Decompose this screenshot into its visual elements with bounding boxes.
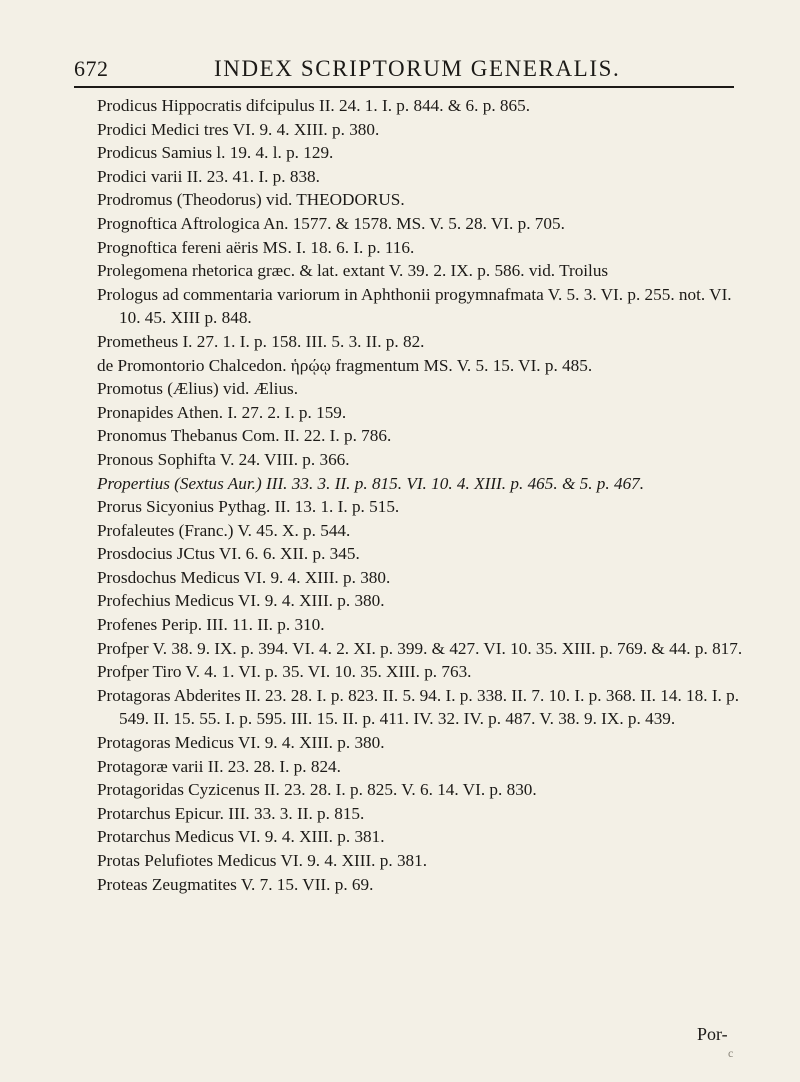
index-entry: Protagoras Medicus VI. 9. 4. XIII. p. 380. [97, 733, 385, 753]
index-entry: Pronomus Thebanus Com. II. 22. I. p. 786. [97, 426, 392, 446]
header-rule [74, 86, 734, 88]
page-title: INDEX SCRIPTORUM GENERALIS. [214, 56, 621, 81]
index-entry: Prorus Sicyonius Pythag. II. 13. 1. I. p. 515. [97, 497, 400, 517]
index-entry: Prodicus Hippocratis difcipulus II. 24. 1. I. p. 844. & 6. p. 865. [97, 96, 530, 115]
index-entry: Protagoridas Cyzicenus II. 23. 28. I. p. 825. V. 6. 14. VI. p. 830. [97, 780, 537, 800]
index-entry: Prognoftica fereni aëris MS. I. 18. 6. I. p. 116. [97, 237, 415, 257]
index-entries [97, 94, 757, 896]
index-entry: Pronous Sophifta V. 24. VIII. p. 366. [97, 449, 350, 469]
index-entry: Prolegomena rhetorica græc. & lat. extant V. 39. 2. IX. p. 586. vid. Troilus [97, 261, 609, 281]
index-entry: Prometheus I. 27. 1. I. p. 158. III. 5. 3. II. p. 82. [97, 331, 425, 351]
index-entry: Promotus (Ælius) vid. Ælius. [97, 379, 299, 399]
index-entry: Prognoftica Aftrologica An. 1577. & 1578. MS. V. 5. 28. VI. p. 705. [97, 213, 565, 233]
index-entry: Protas Pelufiotes Medicus VI. 9. 4. XIII. p. 381. [97, 851, 428, 870]
index-entry: Prodromus (Theodorus) vid. THEODORUS. [97, 190, 405, 210]
index-entry: Pronapides Athen. I. 27. 2. I. p. 159. [97, 402, 347, 422]
index-entry: Proteas Zeugmatites V. 7. 15. VII. p. 69. [97, 874, 374, 894]
index-entry: Profper Tiro V. 4. 1. VI. p. 35. VI. 10. 35. XIII. p. 763. [97, 662, 472, 682]
index-entry: Prosdochus Medicus VI. 9. 4. XIII. p. 380. [97, 567, 391, 587]
index-entry: Prologus ad commentaria variorum in Aphthonii progymnafmata V. 5. 3. VI. p. 255. not. VI. 10. 45. XIII p. 848. [97, 284, 732, 328]
index-entry: Profaleutes (Franc.) V. 45. X. p. 544. [97, 520, 351, 540]
index-entry: Profenes Perip. III. 11. II. p. 310. [97, 615, 325, 635]
catchword: Por- [697, 1024, 728, 1044]
index-entry: Propertius (Sextus Aur.) III. 33. 3. II. p. 815. VI. 10. 4. XIII. p. 465. & 5. p. 467. [97, 473, 645, 493]
index-entry: Protarchus Epicur. III. 33. 3. II. p. 815. [97, 803, 365, 823]
index-entry: de Promontorio Chalcedon. ἡρῴῳ fragmentum MS. V. 5. 15. VI. p. 485. [97, 355, 593, 375]
index-entry: Protagoræ varii II. 23. 28. I. p. 824. [97, 756, 341, 776]
running-head [74, 50, 734, 84]
index-entry: Prodici varii II. 23. 41. I. p. 838. [97, 166, 320, 186]
index-entry: Prodici Medici tres VI. 9. 4. XIII. p. 380. [97, 119, 380, 139]
index-entry: Profper V. 38. 9. IX. p. 394. VI. 4. 2. XI. p. 399. & 427. VI. 10. 35. XIII. p. 769. & 44. p. 817. [97, 638, 743, 658]
corner-mark: c [728, 1046, 734, 1060]
index-entry: Prodicus Samius l. 19. 4. l. p. 129. [97, 143, 334, 163]
page-number: 672 [74, 56, 109, 81]
index-entry: Protarchus Medicus VI. 9. 4. XIII. p. 381. [97, 827, 385, 847]
index-entry: Profechius Medicus VI. 9. 4. XIII. p. 380. [97, 591, 385, 611]
index-entry: Protagoras Abderites II. 23. 28. I. p. 823. II. 5. 94. I. p. 338. II. 7. 10. I. p. 368. II. 14. 18. I. p. 549. II. 15. 55. I. p. 595. III. 15. II. p. 411. IV. 32. IV. p. 487. V. 38. 9. IX. p. 439. [97, 685, 740, 729]
index-entry: Prosdocius JCtus VI. 6. 6. XII. p. 345. [97, 544, 360, 564]
